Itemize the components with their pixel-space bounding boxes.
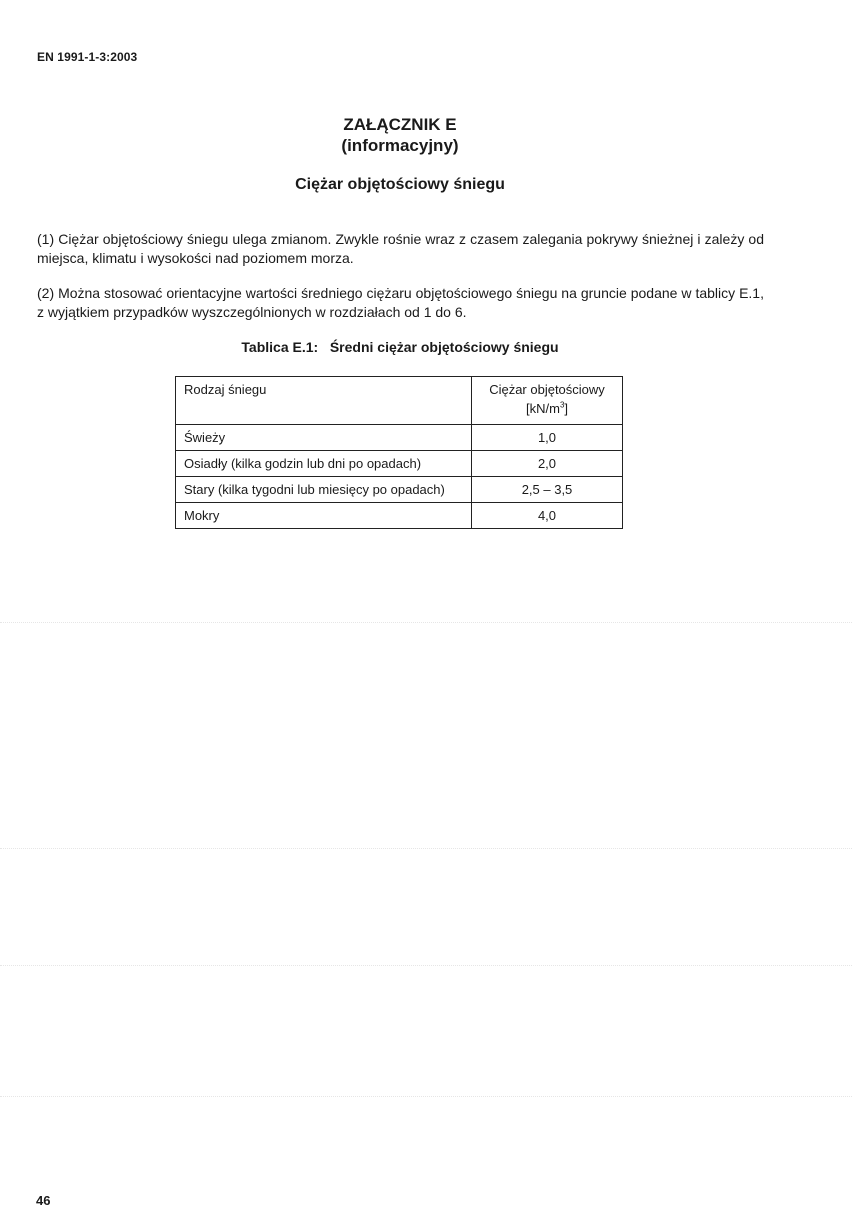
header-weight-label: Ciężar objętościowy bbox=[489, 382, 605, 397]
table-row bbox=[176, 503, 623, 529]
table-caption: Tablica E.1: Średni ciężar objętościowy śniegu bbox=[241, 339, 559, 355]
header-snow-type: Rodzaj śniegu bbox=[176, 377, 472, 425]
scan-artifact-line bbox=[0, 1096, 852, 1097]
snow-type-cell: Stary (kilka tygodni lub miesięcy po opadach) bbox=[176, 477, 472, 503]
snow-type-cell: Mokry bbox=[176, 503, 472, 529]
document-reference: EN 1991-1-3:2003 bbox=[37, 50, 138, 64]
paragraph-2: (2) Można stosować orientacyjne wartości średniego ciężaru objętościowego śniegu na gruncie podane w tablicy E.1, z wyjątkiem przypadków wyszczególnionych w rozdziałach od 1 do 6. bbox=[37, 285, 764, 320]
snow-type-cell: Świeży bbox=[176, 425, 472, 451]
scan-artifact-line bbox=[0, 965, 852, 966]
snow-weight-cell: 1,0 bbox=[472, 425, 623, 451]
paragraph-1: (1) Ciężar objętościowy śniegu ulega zmianom. Zwykle rośnie wraz z czasem zalegania pokrywy śnieżnej i zależy od miejsca, klimatu i wysokości nad poziomem morza. bbox=[37, 231, 764, 266]
snow-weight-cell: 2,5 – 3,5 bbox=[472, 477, 623, 503]
snow-weight-table bbox=[175, 376, 623, 529]
snow-type-cell: Osiadły (kilka godzin lub dni po opadach) bbox=[176, 451, 472, 477]
header-snow-weight bbox=[472, 377, 623, 425]
snow-weight-cell: 2,0 bbox=[472, 451, 623, 477]
annex-title: ZAŁĄCZNIK E bbox=[343, 115, 457, 134]
snow-weight-cell: 4,0 bbox=[472, 503, 623, 529]
scan-artifact-line bbox=[0, 848, 852, 849]
section-title: Ciężar objętościowy śniegu bbox=[295, 176, 505, 193]
scan-artifact-line bbox=[0, 622, 852, 623]
table-row bbox=[176, 425, 623, 451]
table-row bbox=[176, 451, 623, 477]
header-weight-unit: $[kN/m^3]$ bbox=[525, 401, 569, 417]
page-number: 46 bbox=[36, 1193, 51, 1208]
annex-subtitle: (informacyjny) bbox=[341, 136, 459, 155]
table-header-row bbox=[176, 377, 623, 425]
table-row bbox=[176, 477, 623, 503]
